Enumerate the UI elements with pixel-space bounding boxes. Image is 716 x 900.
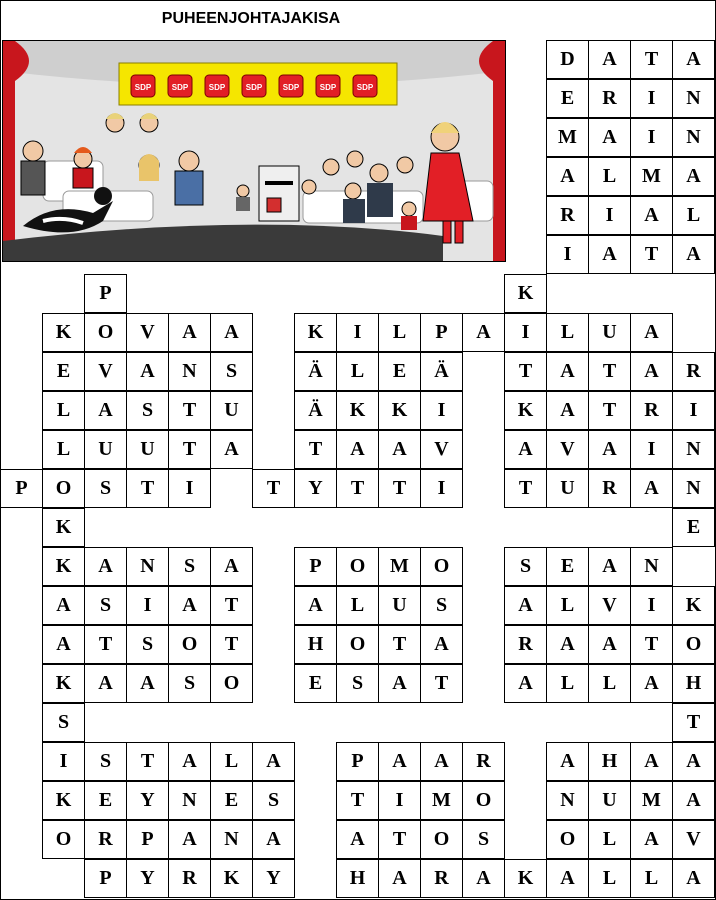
grid-cell: K — [672, 586, 715, 625]
grid-cell: Ä — [420, 352, 463, 391]
grid-cell: R — [588, 79, 631, 118]
grid-cell: O — [168, 625, 211, 664]
grid-cell: K — [504, 859, 547, 898]
grid-cell: R — [420, 859, 463, 898]
grid-cell: K — [504, 391, 547, 430]
grid-cell: A — [672, 781, 715, 820]
grid-cell: A — [378, 859, 421, 898]
grid-cell: R — [588, 469, 631, 508]
grid-cell: L — [546, 313, 589, 352]
grid-cell: E — [546, 79, 589, 118]
grid-cell: I — [168, 469, 211, 508]
grid-cell: R — [672, 352, 715, 391]
grid-cell: S — [126, 391, 169, 430]
grid-cell: P — [84, 274, 127, 313]
grid-cell: S — [84, 469, 127, 508]
grid-cell: A — [504, 586, 547, 625]
grid-cell: U — [210, 391, 253, 430]
grid-cell: I — [504, 313, 547, 352]
grid-cell: Y — [126, 859, 169, 898]
grid-cell: H — [336, 859, 379, 898]
grid-cell: I — [42, 742, 85, 781]
grid-cell: L — [42, 391, 85, 430]
grid-cell: T — [252, 469, 295, 508]
grid-cell: T — [126, 742, 169, 781]
grid-cell: S — [462, 820, 505, 859]
grid-cell: A — [210, 547, 253, 586]
grid-cell: L — [546, 586, 589, 625]
grid-cell: S — [168, 664, 211, 703]
grid-cell: K — [210, 859, 253, 898]
grid-cell: A — [672, 859, 715, 898]
grid-cell: K — [42, 547, 85, 586]
grid-cell: T — [630, 40, 673, 79]
grid-cell: O — [42, 469, 85, 508]
grid-cell: L — [546, 664, 589, 703]
cartoon-svg — [3, 41, 505, 261]
grid-cell: A — [84, 391, 127, 430]
grid-cell: K — [42, 508, 85, 547]
grid-cell: A — [588, 625, 631, 664]
grid-cell: P — [336, 742, 379, 781]
grid-cell: T — [630, 625, 673, 664]
grid-cell: P — [0, 469, 43, 508]
grid-cell: T — [378, 469, 421, 508]
grid-cell: T — [294, 430, 337, 469]
grid-cell: L — [588, 664, 631, 703]
grid-cell: I — [630, 430, 673, 469]
grid-cell: O — [42, 820, 85, 859]
grid-cell: S — [42, 703, 85, 742]
grid-cell: A — [630, 742, 673, 781]
grid-cell: A — [588, 40, 631, 79]
grid-cell: A — [546, 391, 589, 430]
grid-cell: T — [504, 469, 547, 508]
banner-logo-label: SDP — [282, 83, 300, 92]
grid-cell: A — [252, 742, 295, 781]
grid-cell: L — [336, 352, 379, 391]
grid-cell: S — [84, 586, 127, 625]
grid-cell: L — [588, 859, 631, 898]
grid-cell: H — [672, 664, 715, 703]
grid-cell: A — [588, 235, 631, 274]
grid-cell: A — [546, 625, 589, 664]
grid-cell: T — [84, 625, 127, 664]
grid-cell: E — [294, 664, 337, 703]
grid-cell: N — [168, 352, 211, 391]
grid-cell: T — [336, 469, 379, 508]
grid-cell: A — [42, 625, 85, 664]
grid-cell: A — [210, 430, 253, 469]
grid-cell: T — [672, 703, 715, 742]
banner-logo-label: SDP — [319, 83, 337, 92]
grid-cell: E — [42, 352, 85, 391]
grid-cell: A — [168, 820, 211, 859]
grid-cell: A — [126, 664, 169, 703]
left-curtain — [3, 41, 15, 261]
grid-cell: I — [378, 781, 421, 820]
grid-cell: A — [210, 313, 253, 352]
grid-cell: L — [210, 742, 253, 781]
grid-cell: V — [84, 352, 127, 391]
grid-cell: T — [378, 625, 421, 664]
grid-cell: T — [210, 625, 253, 664]
grid-cell: L — [378, 313, 421, 352]
grid-cell: Ä — [294, 391, 337, 430]
grid-cell: K — [336, 391, 379, 430]
grid-cell: V — [672, 820, 715, 859]
grid-cell: S — [336, 664, 379, 703]
grid-cell: A — [588, 430, 631, 469]
grid-cell: H — [588, 742, 631, 781]
grid-cell: Y — [252, 859, 295, 898]
grid-cell: V — [420, 430, 463, 469]
grid-cell: M — [546, 118, 589, 157]
grid-cell: L — [672, 196, 715, 235]
banner-logo-label: SDP — [356, 83, 374, 92]
grid-cell: N — [168, 781, 211, 820]
grid-cell: S — [504, 547, 547, 586]
grid-cell: S — [210, 352, 253, 391]
grid-cell: Ä — [294, 352, 337, 391]
grid-cell: N — [672, 79, 715, 118]
grid-cell: N — [210, 820, 253, 859]
grid-cell: T — [126, 469, 169, 508]
grid-cell: R — [630, 391, 673, 430]
grid-cell: A — [168, 742, 211, 781]
grid-cell: M — [630, 157, 673, 196]
grid-cell: R — [504, 625, 547, 664]
grid-cell: Y — [126, 781, 169, 820]
puzzle-title: PUHEENJOHTAJAKISA — [161, 10, 341, 27]
grid-cell: N — [126, 547, 169, 586]
grid-cell: A — [630, 313, 673, 352]
grid-cell: A — [630, 664, 673, 703]
grid-cell: R — [168, 859, 211, 898]
grid-cell: O — [462, 781, 505, 820]
grid-cell: V — [588, 586, 631, 625]
grid-cell: A — [630, 352, 673, 391]
grid-cell: A — [84, 547, 127, 586]
grid-cell: I — [630, 586, 673, 625]
grid-cell: H — [294, 625, 337, 664]
grid-cell: U — [588, 781, 631, 820]
grid-cell: A — [378, 742, 421, 781]
grid-cell: O — [546, 820, 589, 859]
grid-cell: S — [126, 625, 169, 664]
grid-cell: A — [546, 157, 589, 196]
banner-logo-label: SDP — [134, 83, 152, 92]
grid-cell: T — [588, 391, 631, 430]
grid-cell: Y — [294, 469, 337, 508]
grid-cell: U — [378, 586, 421, 625]
grid-cell: L — [336, 586, 379, 625]
grid-cell: O — [420, 547, 463, 586]
grid-cell: V — [546, 430, 589, 469]
grid-cell: A — [252, 820, 295, 859]
grid-cell: I — [588, 196, 631, 235]
grid-cell: I — [672, 391, 715, 430]
grid-cell: I — [546, 235, 589, 274]
grid-cell: E — [378, 352, 421, 391]
grid-cell: A — [126, 352, 169, 391]
grid-cell: E — [210, 781, 253, 820]
grid-cell: T — [630, 235, 673, 274]
grid-cell: L — [42, 430, 85, 469]
grid-cell: I — [420, 391, 463, 430]
grid-cell: N — [672, 469, 715, 508]
grid-cell: I — [126, 586, 169, 625]
grid-cell: A — [168, 586, 211, 625]
grid-cell: S — [252, 781, 295, 820]
grid-cell: A — [672, 157, 715, 196]
grid-cell: I — [630, 118, 673, 157]
grid-cell: A — [630, 820, 673, 859]
grid-cell: D — [546, 40, 589, 79]
grid-cell: T — [420, 664, 463, 703]
grid-cell: A — [378, 664, 421, 703]
grid-cell: A — [672, 40, 715, 79]
grid-cell: U — [546, 469, 589, 508]
grid-cell: A — [588, 118, 631, 157]
grid-cell: S — [420, 586, 463, 625]
grid-cell: A — [336, 430, 379, 469]
grid-cell: O — [84, 313, 127, 352]
grid-cell: O — [336, 625, 379, 664]
grid-cell: A — [462, 313, 505, 352]
grid-cell: R — [546, 196, 589, 235]
grid-cell: L — [630, 859, 673, 898]
grid-cell: A — [84, 664, 127, 703]
grid-cell: I — [336, 313, 379, 352]
grid-cell: I — [630, 79, 673, 118]
grid-cell: A — [420, 625, 463, 664]
grid-cell: T — [210, 586, 253, 625]
grid-cell: S — [84, 742, 127, 781]
grid-cell: L — [588, 157, 631, 196]
grid-cell: M — [420, 781, 463, 820]
banner-logo-label: SDP — [245, 83, 263, 92]
grid-cell: U — [84, 430, 127, 469]
banner-logo-label: SDP — [171, 83, 189, 92]
grid-cell: A — [672, 235, 715, 274]
grid-cell: A — [546, 859, 589, 898]
grid-cell: A — [42, 586, 85, 625]
grid-cell: A — [336, 820, 379, 859]
grid-cell: A — [294, 586, 337, 625]
grid-cell: K — [294, 313, 337, 352]
grid-cell: A — [630, 469, 673, 508]
grid-cell: T — [588, 352, 631, 391]
grid-cell: O — [672, 625, 715, 664]
grid-cell: N — [630, 547, 673, 586]
grid-cell: U — [588, 313, 631, 352]
grid-cell: A — [420, 742, 463, 781]
grid-cell: A — [462, 859, 505, 898]
grid-cell: T — [168, 391, 211, 430]
grid-cell: T — [504, 352, 547, 391]
grid-cell: T — [336, 781, 379, 820]
cartoon-illustration — [2, 40, 506, 262]
banner-logo-label: SDP — [208, 83, 226, 92]
grid-cell: N — [672, 430, 715, 469]
grid-cell: K — [504, 274, 547, 313]
grid-cell: A — [546, 352, 589, 391]
grid-cell: K — [42, 313, 85, 352]
grid-cell: U — [126, 430, 169, 469]
grid-cell: V — [126, 313, 169, 352]
grid-cell: A — [504, 430, 547, 469]
ballot-box — [259, 166, 299, 221]
grid-cell: R — [84, 820, 127, 859]
grid-cell: O — [210, 664, 253, 703]
grid-cell: E — [672, 508, 715, 547]
grid-cell: R — [462, 742, 505, 781]
grid-cell: A — [630, 196, 673, 235]
grid-cell: M — [378, 547, 421, 586]
grid-cell: A — [504, 664, 547, 703]
right-curtain — [493, 41, 505, 261]
banner-logos — [131, 75, 377, 97]
grid-cell: T — [168, 430, 211, 469]
grid-cell: O — [336, 547, 379, 586]
grid-cell: P — [294, 547, 337, 586]
grid-cell: M — [630, 781, 673, 820]
grid-cell: A — [672, 742, 715, 781]
grid-cell: E — [546, 547, 589, 586]
grid-cell: T — [378, 820, 421, 859]
grid-cell: I — [420, 469, 463, 508]
grid-cell: K — [42, 664, 85, 703]
grid-cell: O — [420, 820, 463, 859]
grid-cell: P — [420, 313, 463, 352]
grid-cell: P — [126, 820, 169, 859]
grid-cell: K — [42, 781, 85, 820]
grid-cell: N — [546, 781, 589, 820]
grid-cell: S — [168, 547, 211, 586]
grid-cell: L — [588, 820, 631, 859]
grid-cell: A — [546, 742, 589, 781]
grid-cell: P — [84, 859, 127, 898]
grid-cell: K — [378, 391, 421, 430]
grid-cell: E — [84, 781, 127, 820]
grid-cell: A — [588, 547, 631, 586]
grid-cell: A — [168, 313, 211, 352]
grid-cell: N — [672, 118, 715, 157]
grid-cell: A — [378, 430, 421, 469]
